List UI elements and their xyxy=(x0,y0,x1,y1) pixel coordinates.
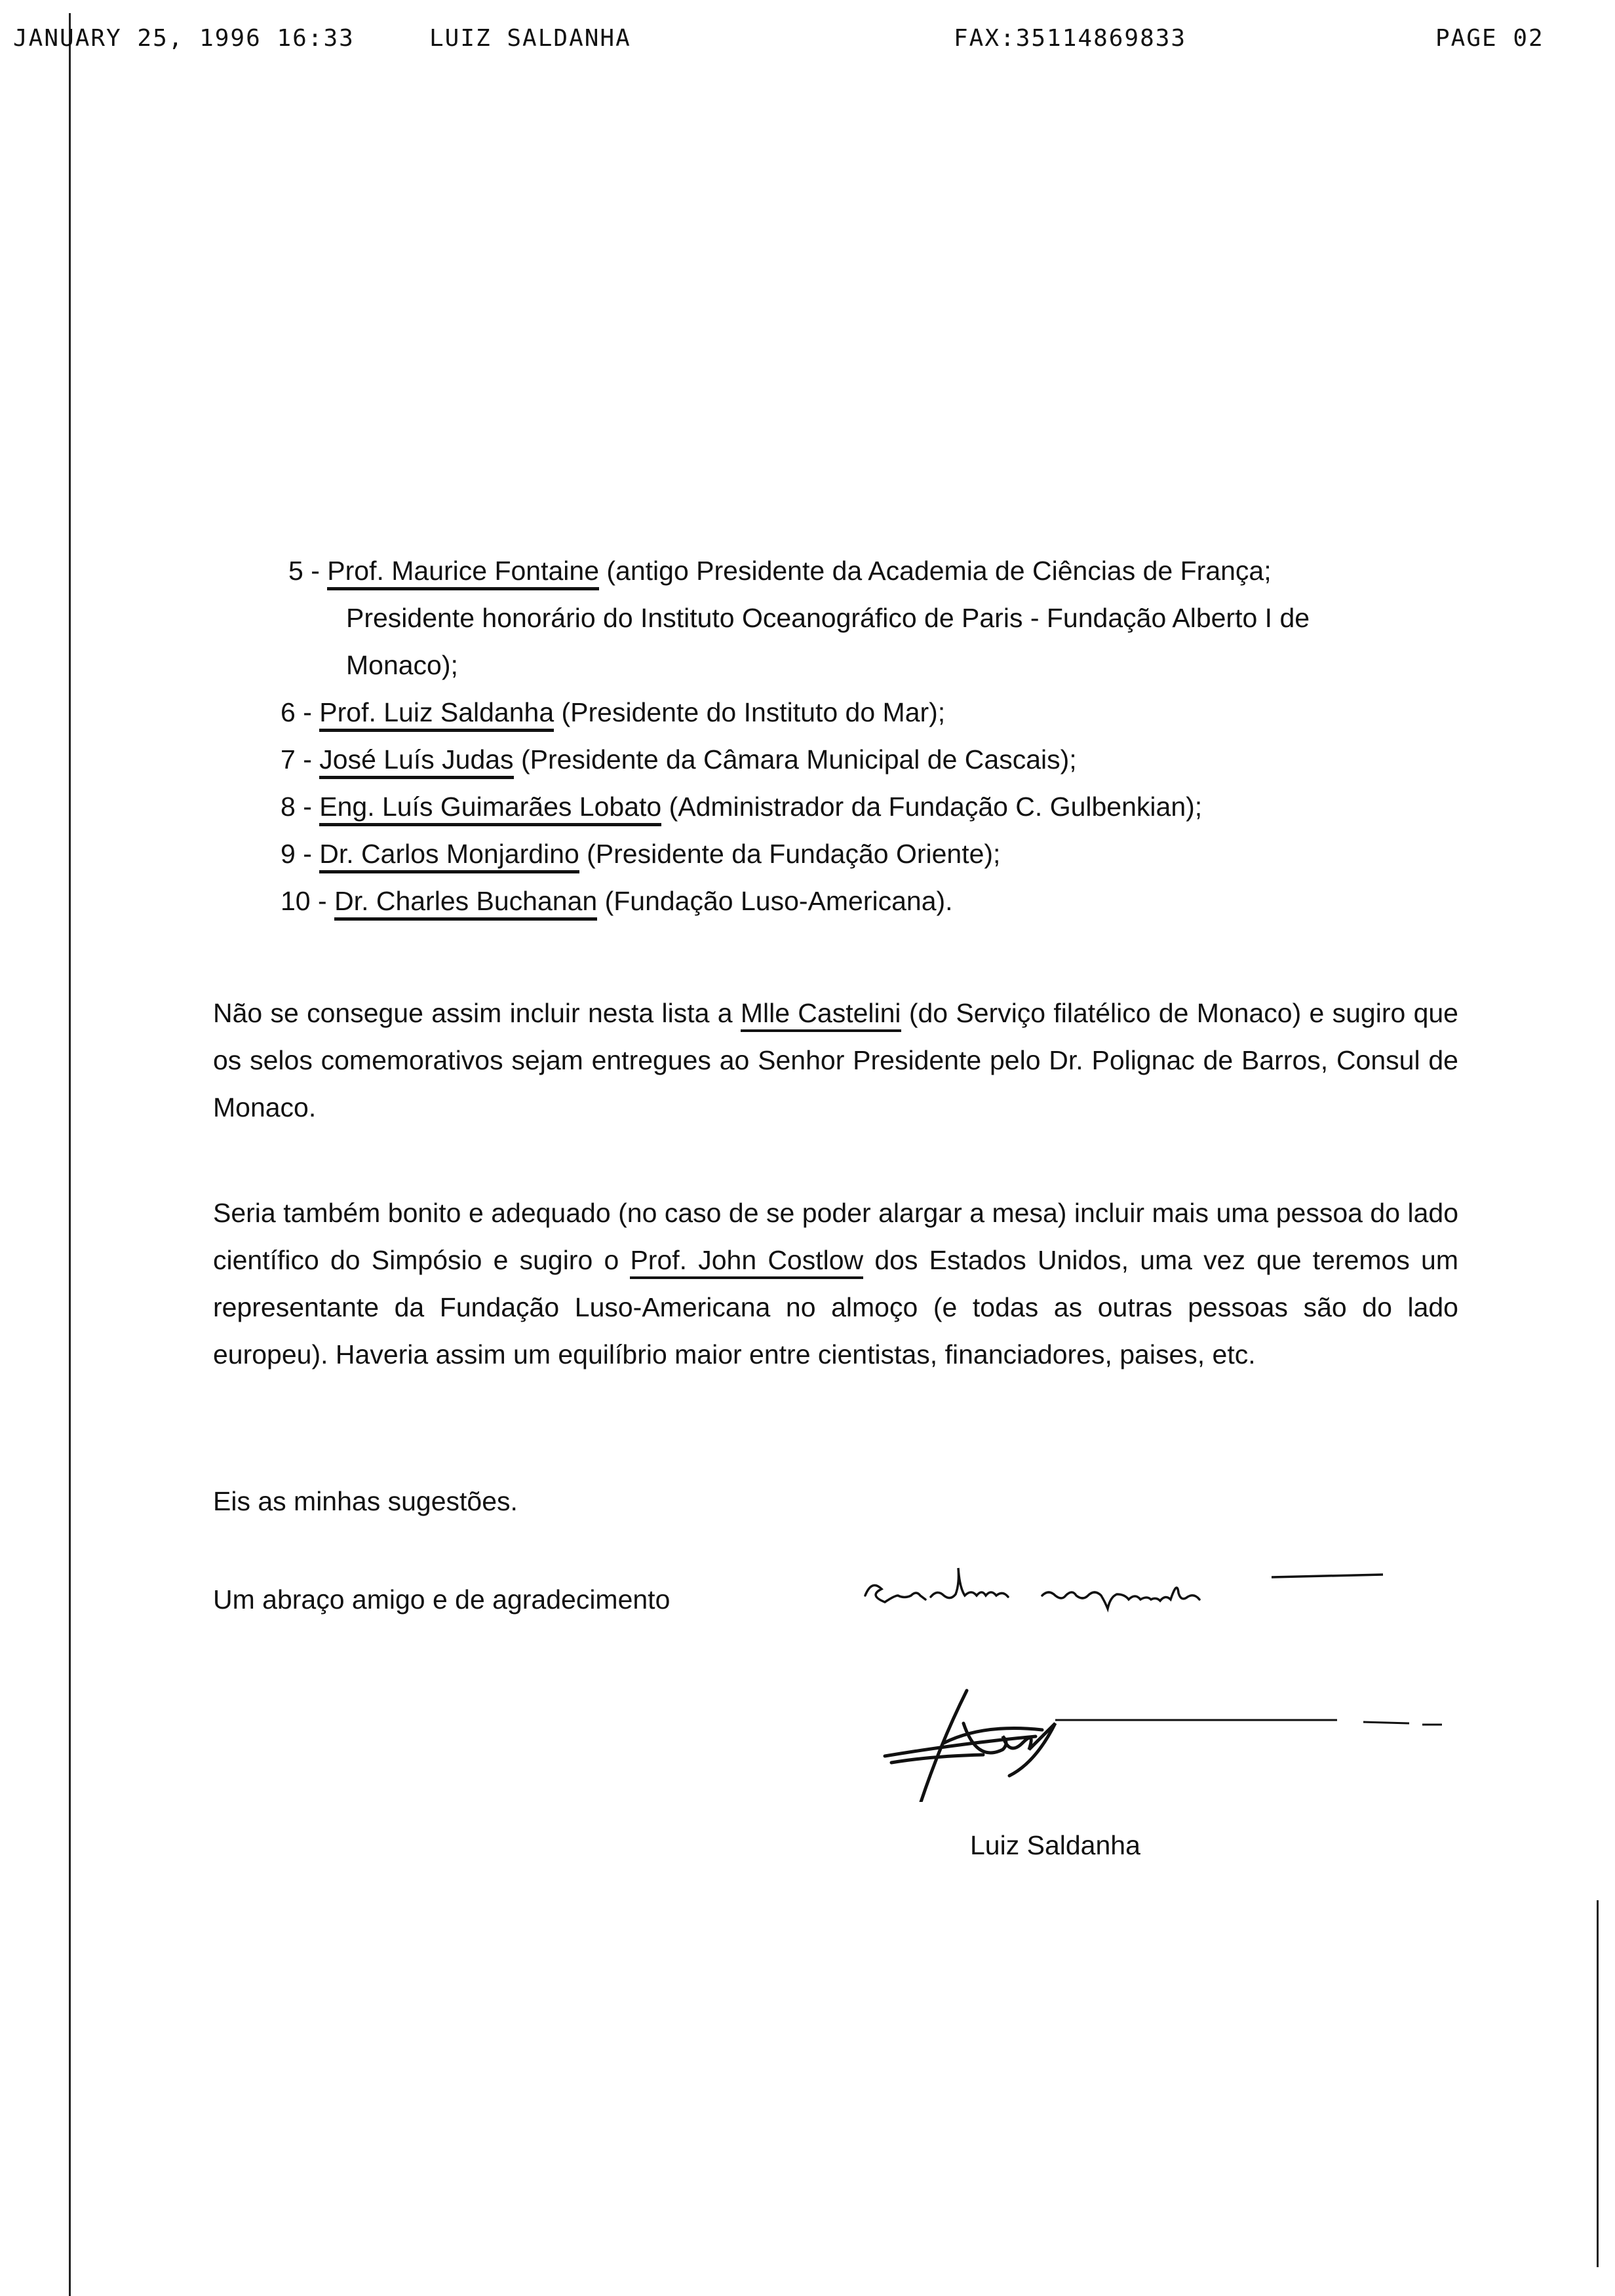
list-item-description: (Presidente do Instituto do Mar); xyxy=(554,697,946,727)
list-item-number: 8 - xyxy=(281,792,312,822)
list-item-name: Eng. Luís Guimarães Lobato xyxy=(319,792,661,826)
scan-edge-right xyxy=(1597,1900,1599,2267)
paragraph-text: Seria também bonito e adequado (no caso de se poder alargar a mesa) incluir mais uma pessoa do lado científico do Simpósio e sugiro o xyxy=(213,1198,1458,1275)
paragraph-text: dos Estados Unidos, uma vez que teremos um representante da Fundação Luso-Americana no almoço (e todas as outras pessoas são do lado europeu). Haveria assim um equilíbrio maior entre cientistas, financiadores, paises, etc. xyxy=(213,1245,1458,1369)
list-item-description: (Presidente da Câmara Municipal de Cascais); xyxy=(513,744,1077,775)
closing-text: Um abraço amigo e de agradecimento xyxy=(213,1584,671,1615)
underlined-name: Mlle Castelini xyxy=(741,998,901,1032)
list-item-name: Dr. Charles Buchanan xyxy=(334,886,597,921)
list-item xyxy=(281,689,1468,736)
list-item xyxy=(281,783,1468,830)
list-item-number: 5 - xyxy=(288,556,320,586)
suggestions-line xyxy=(213,1478,1458,1525)
list-item-number: 7 - xyxy=(281,744,312,775)
paragraph-costlow xyxy=(213,1189,1458,1378)
list-item-name: Dr. Carlos Monjardino xyxy=(319,839,579,873)
list-item-number: 10 - xyxy=(281,886,327,916)
list-item-name: Prof. Luiz Saldanha xyxy=(319,697,554,732)
fax-sender: LUIZ SALDANHA xyxy=(429,25,631,52)
list-item xyxy=(281,736,1468,783)
list-item-number: 9 - xyxy=(281,839,312,869)
list-item xyxy=(281,877,1468,925)
list-item-name: José Luís Judas xyxy=(319,744,513,779)
list-item-number: 6 - xyxy=(281,697,312,727)
underlined-name: Prof. John Costlow xyxy=(630,1245,863,1279)
paragraph-castelini xyxy=(213,989,1458,1131)
signer-name: Luiz Saldanha xyxy=(970,1830,1140,1860)
list-item xyxy=(288,547,1468,689)
list-item-continuation: Presidente honorário do Instituto Oceanográfico de Paris - Fundação Alberto I de xyxy=(346,603,1310,633)
paragraph-text: (do Serviço filatélico de Monaco) e sugiro que os selos comemorativos sejam entregues ao Senhor Presidente pelo Dr. Polignac de Barros, Consul de Monaco. xyxy=(213,998,1458,1122)
list-item-description: (antigo Presidente da Academia de Ciências de França; xyxy=(599,556,1272,586)
fax-number: FAX:35114869833 xyxy=(954,25,1187,52)
list-item-name: Prof. Maurice Fontaine xyxy=(327,556,599,590)
list-item xyxy=(281,830,1468,877)
signature xyxy=(865,1651,1521,1802)
list-item-description: (Administrador da Fundação C. Gulbenkian); xyxy=(661,792,1203,822)
suggestions-text: Eis as minhas sugestões. xyxy=(213,1486,518,1516)
list-item-description: (Fundação Luso-Americana). xyxy=(597,886,953,916)
list-item-description: (Presidente da Fundação Oriente); xyxy=(579,839,1001,869)
fax-page-number: PAGE 02 xyxy=(1435,25,1544,52)
guest-list xyxy=(281,547,1468,925)
fax-header xyxy=(0,25,1615,58)
scan-edge-left xyxy=(69,13,71,2296)
list-item-continuation: Monaco); xyxy=(346,650,458,680)
paragraph-text: Não se consegue assim incluir nesta lista a xyxy=(213,998,741,1028)
fax-date: JANUARY 25, 1996 16:33 xyxy=(13,25,355,52)
handwritten-closing xyxy=(859,1563,1396,1622)
